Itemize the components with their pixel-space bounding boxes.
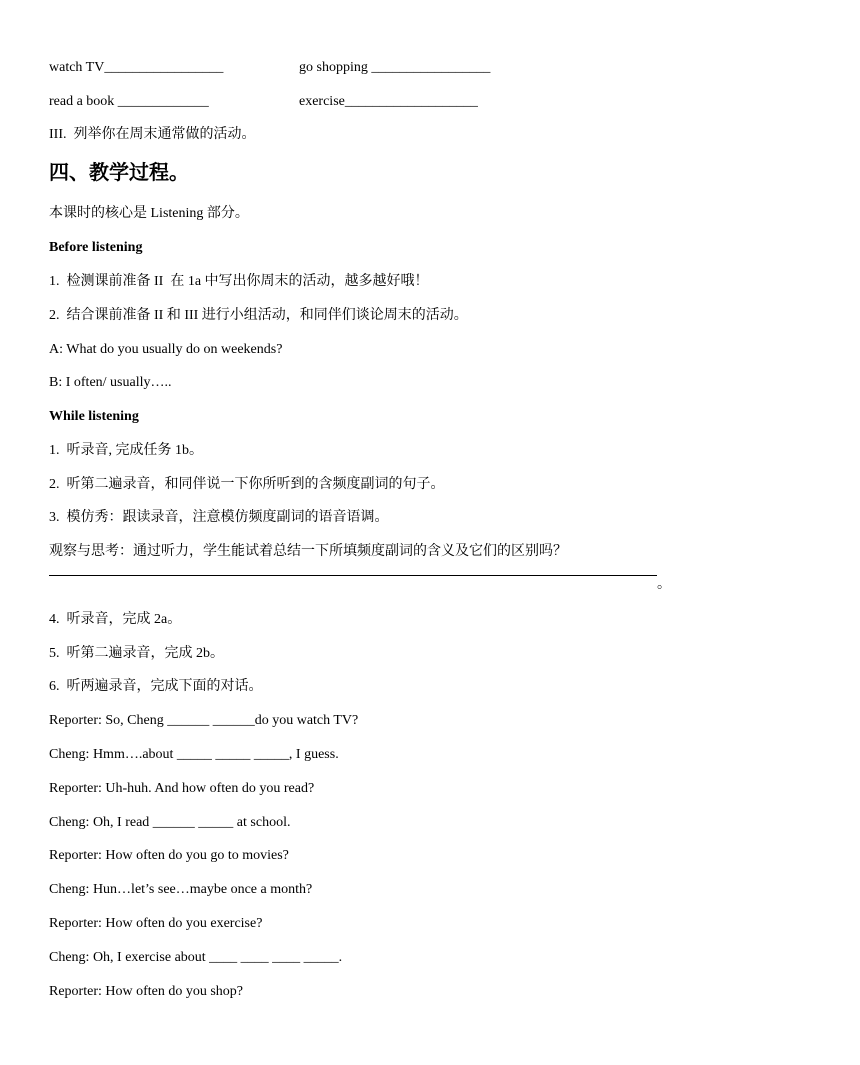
while-item-5: 5. 听第二遍录音，完成 2b。: [49, 646, 224, 661]
section-heading: 四、教学过程。: [49, 162, 189, 184]
prep-watch-tv: watch TV_________________: [49, 60, 224, 75]
prep-go-shopping: go shopping _________________: [299, 60, 491, 75]
while-item-2: 2. 听第二遍录音，和同伴说一下你所听到的含频度副词的句子。: [49, 477, 445, 492]
dialogue-line: Cheng: Hmm….about _____ _____ _____, I guess.: [49, 747, 339, 762]
before-listening-heading: Before listening: [49, 240, 143, 255]
dialogue-line: Reporter: How often do you go to movies?: [49, 848, 289, 863]
dialogue-line: Cheng: Oh, I read ______ _____ at school.: [49, 815, 291, 830]
intro-text: 本课时的核心是 Listening 部分。: [49, 206, 249, 221]
observe-think-question: 观察与思考：通过听力，学生能试着总结一下所填频度副词的含义及它们的区别吗？: [49, 544, 567, 559]
before-dialogue-a: A: What do you usually do on weekends?: [49, 342, 283, 357]
answer-line: [49, 575, 657, 576]
dialogue-line: Reporter: So, Cheng ______ ______do you watch TV?: [49, 713, 359, 728]
dialogue-line: Reporter: Uh-huh. And how often do you read?: [49, 781, 315, 796]
while-item-3: 3. 模仿秀：跟读录音，注意模仿频度副词的语音语调。: [49, 510, 389, 525]
while-item-4: 4. 听录音，完成 2a。: [49, 612, 182, 627]
dialogue-line: Cheng: Oh, I exercise about ____ ____ ____ _____.: [49, 950, 343, 965]
before-dialogue-b: B: I often/ usually…..: [49, 375, 172, 390]
prep-item-3: III. 列举你在周末通常做的活动。: [49, 127, 256, 142]
dialogue-line: Reporter: How often do you shop?: [49, 984, 244, 999]
before-item-2: 2. 结合课前准备 II 和 III 进行小组活动，和同伴们谈论周末的活动。: [49, 308, 468, 323]
prep-exercise: exercise___________________: [299, 94, 478, 109]
dialogue-line: Reporter: How often do you exercise?: [49, 916, 263, 931]
while-item-6: 6. 听两遍录音，完成下面的对话。: [49, 679, 263, 694]
dialogue-line: Cheng: Hun…let’s see…maybe once a month?: [49, 882, 313, 897]
answer-line-end: 。: [657, 577, 671, 592]
before-item-1: 1. 检测课前准备 II 在 1a 中写出你周末的活动，越多越好哦！: [49, 274, 429, 289]
prep-read-a-book: read a book _____________: [49, 94, 209, 109]
while-item-1: 1. 听录音, 完成任务 1b。: [49, 443, 203, 458]
while-listening-heading: While listening: [49, 409, 139, 424]
